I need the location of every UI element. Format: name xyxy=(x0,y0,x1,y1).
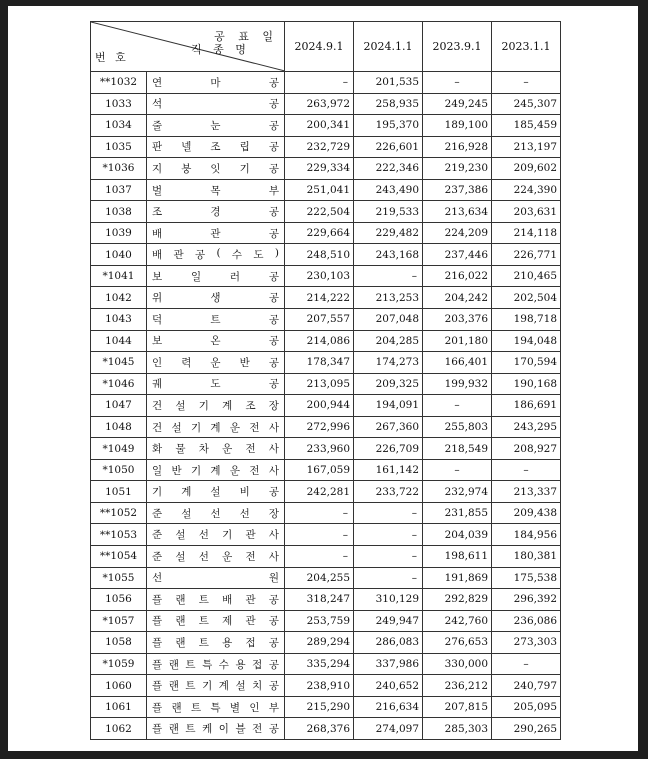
row-number: *1055 xyxy=(91,567,147,589)
table-row xyxy=(91,287,561,309)
job-name: 궤 도 공 xyxy=(147,373,285,395)
row-number: *1057 xyxy=(91,610,147,632)
wage-value: 292,829 xyxy=(423,589,492,611)
job-name: 덕 트 공 xyxy=(147,309,285,331)
table-row xyxy=(91,309,561,331)
wage-value: 207,557 xyxy=(285,309,354,331)
row-number: 1047 xyxy=(91,395,147,417)
table-row xyxy=(91,352,561,374)
row-number: 1037 xyxy=(91,179,147,201)
wage-value: 216,022 xyxy=(423,265,492,287)
wage-value: 214,086 xyxy=(285,330,354,352)
table-row xyxy=(91,481,561,503)
wage-value: 213,337 xyxy=(492,481,561,503)
row-number: 1039 xyxy=(91,222,147,244)
wage-value: 205,095 xyxy=(492,696,561,718)
table-row xyxy=(91,567,561,589)
wage-value: – xyxy=(285,524,354,546)
wage-value: 233,960 xyxy=(285,438,354,460)
wage-value: 201,535 xyxy=(354,72,423,94)
wage-value: 204,285 xyxy=(354,330,423,352)
wage-value: 189,100 xyxy=(423,115,492,137)
wage-value: 201,180 xyxy=(423,330,492,352)
wage-value: 237,386 xyxy=(423,179,492,201)
wage-value: 286,083 xyxy=(354,632,423,654)
job-name: 줄 눈 공 xyxy=(147,115,285,137)
wage-value: 268,376 xyxy=(285,718,354,740)
wage-table xyxy=(90,21,561,740)
wage-value: 209,325 xyxy=(354,373,423,395)
wage-value: 290,265 xyxy=(492,718,561,740)
row-number: 1051 xyxy=(91,481,147,503)
job-name: 조 경 공 xyxy=(147,201,285,223)
job-name: 준 설 선 선 장 xyxy=(147,502,285,524)
wage-value: 249,245 xyxy=(423,93,492,115)
wage-value: 170,594 xyxy=(492,352,561,374)
row-number: 1033 xyxy=(91,93,147,115)
row-number: **1052 xyxy=(91,502,147,524)
wage-value: 285,303 xyxy=(423,718,492,740)
wage-value: 310,129 xyxy=(354,589,423,611)
wage-value: 214,222 xyxy=(285,287,354,309)
row-number: *1041 xyxy=(91,265,147,287)
header-row xyxy=(91,22,561,72)
row-number: **1054 xyxy=(91,546,147,568)
wage-value: 240,797 xyxy=(492,675,561,697)
wage-value: 216,634 xyxy=(354,696,423,718)
table-row xyxy=(91,459,561,481)
wage-value: 216,928 xyxy=(423,136,492,158)
job-name: 플 랜 트 케 이 블 전 공 xyxy=(147,718,285,740)
table-row xyxy=(91,546,561,568)
table-row xyxy=(91,438,561,460)
row-number: 1035 xyxy=(91,136,147,158)
wage-value: 276,653 xyxy=(423,632,492,654)
wage-value: 178,347 xyxy=(285,352,354,374)
document-page xyxy=(8,6,638,751)
date-column-header: 2023.1.1 xyxy=(492,22,561,72)
wage-value: 232,974 xyxy=(423,481,492,503)
row-number: 1060 xyxy=(91,675,147,697)
wage-value: 214,118 xyxy=(492,222,561,244)
wage-value: 175,538 xyxy=(492,567,561,589)
job-name: 지 붕 잇 기 공 xyxy=(147,158,285,180)
wage-value: 236,086 xyxy=(492,610,561,632)
wage-value: 166,401 xyxy=(423,352,492,374)
job-name: 선 원 xyxy=(147,567,285,589)
wage-value: 191,869 xyxy=(423,567,492,589)
wage-value: 202,504 xyxy=(492,287,561,309)
job-name: 건 설 기 계 운 전 사 xyxy=(147,416,285,438)
wage-value: 167,059 xyxy=(285,459,354,481)
wage-value: 184,956 xyxy=(492,524,561,546)
date-column-header: 2024.9.1 xyxy=(285,22,354,72)
wage-value: 226,771 xyxy=(492,244,561,266)
wage-value: 236,212 xyxy=(423,675,492,697)
table-row xyxy=(91,222,561,244)
table-body xyxy=(91,72,561,740)
wage-value: 318,247 xyxy=(285,589,354,611)
row-number: *1049 xyxy=(91,438,147,460)
wage-value: 190,168 xyxy=(492,373,561,395)
row-number: 1056 xyxy=(91,589,147,611)
table-row xyxy=(91,718,561,740)
job-name: 플 랜 트 제 관 공 xyxy=(147,610,285,632)
wage-value: 195,370 xyxy=(354,115,423,137)
wage-value: 224,209 xyxy=(423,222,492,244)
wage-value: 242,760 xyxy=(423,610,492,632)
wage-value: 203,631 xyxy=(492,201,561,223)
wage-value: 180,381 xyxy=(492,546,561,568)
table-row xyxy=(91,244,561,266)
wage-value: 263,972 xyxy=(285,93,354,115)
wage-value: 335,294 xyxy=(285,653,354,675)
table-row xyxy=(91,524,561,546)
wage-value: 245,307 xyxy=(492,93,561,115)
wage-value: 161,142 xyxy=(354,459,423,481)
wage-value: 208,927 xyxy=(492,438,561,460)
wage-value: – xyxy=(492,72,561,94)
wage-value: 203,376 xyxy=(423,309,492,331)
job-name: 위 생 공 xyxy=(147,287,285,309)
job-name: 플 랜 트 기 계 설 치 공 xyxy=(147,675,285,697)
wage-value: 330,000 xyxy=(423,653,492,675)
wage-value: 242,281 xyxy=(285,481,354,503)
wage-value: – xyxy=(423,459,492,481)
row-number: 1061 xyxy=(91,696,147,718)
row-number: **1032 xyxy=(91,72,147,94)
row-number: 1062 xyxy=(91,718,147,740)
wage-value: – xyxy=(354,546,423,568)
table-row xyxy=(91,179,561,201)
job-name: 판 넬 조 립 공 xyxy=(147,136,285,158)
row-number: 1042 xyxy=(91,287,147,309)
wage-value: 200,341 xyxy=(285,115,354,137)
job-name: 벌 목 부 xyxy=(147,179,285,201)
row-number: 1043 xyxy=(91,309,147,331)
wage-value: 243,295 xyxy=(492,416,561,438)
wage-value: – xyxy=(492,653,561,675)
wage-value: 255,803 xyxy=(423,416,492,438)
wage-value: 232,729 xyxy=(285,136,354,158)
job-name-header-label: 직 종 명 xyxy=(191,43,250,56)
header-corner-cell xyxy=(91,22,285,72)
wage-value: – xyxy=(354,567,423,589)
row-number: *1036 xyxy=(91,158,147,180)
job-name: 준 설 선 운 전 사 xyxy=(147,546,285,568)
job-name: 보 일 러 공 xyxy=(147,265,285,287)
table-row xyxy=(91,136,561,158)
wage-value: 274,097 xyxy=(354,718,423,740)
job-name: 준 설 선 기 관 사 xyxy=(147,524,285,546)
wage-value: 258,935 xyxy=(354,93,423,115)
row-number: 1048 xyxy=(91,416,147,438)
wage-value: 233,722 xyxy=(354,481,423,503)
wage-value: 229,664 xyxy=(285,222,354,244)
date-column-header: 2023.9.1 xyxy=(423,22,492,72)
table-row xyxy=(91,653,561,675)
table-row xyxy=(91,696,561,718)
row-number: 1038 xyxy=(91,201,147,223)
wage-value: 226,709 xyxy=(354,438,423,460)
row-number: *1046 xyxy=(91,373,147,395)
row-number: 1058 xyxy=(91,632,147,654)
wage-value: – xyxy=(285,502,354,524)
row-number: 1040 xyxy=(91,244,147,266)
wage-value: 215,290 xyxy=(285,696,354,718)
row-number: *1059 xyxy=(91,653,147,675)
number-header-label: 번 호 xyxy=(95,51,129,64)
table-row xyxy=(91,265,561,287)
table-row xyxy=(91,72,561,94)
date-column-header: 2024.1.1 xyxy=(354,22,423,72)
table-row xyxy=(91,675,561,697)
wage-value: 204,242 xyxy=(423,287,492,309)
wage-value: 213,253 xyxy=(354,287,423,309)
wage-value: 238,910 xyxy=(285,675,354,697)
job-name: 일 반 기 계 운 전 사 xyxy=(147,459,285,481)
job-name: 기 계 설 비 공 xyxy=(147,481,285,503)
table-row xyxy=(91,158,561,180)
wage-value: 230,103 xyxy=(285,265,354,287)
wage-value: 231,855 xyxy=(423,502,492,524)
wage-value: 243,490 xyxy=(354,179,423,201)
row-number: 1044 xyxy=(91,330,147,352)
wage-value: – xyxy=(354,265,423,287)
table-row xyxy=(91,610,561,632)
wage-value: 229,482 xyxy=(354,222,423,244)
wage-value: 240,652 xyxy=(354,675,423,697)
wage-value: 272,996 xyxy=(285,416,354,438)
job-name: 건 설 기 계 조 장 xyxy=(147,395,285,417)
wage-value: 251,041 xyxy=(285,179,354,201)
wage-value: 209,602 xyxy=(492,158,561,180)
wage-value: 226,601 xyxy=(354,136,423,158)
wage-value: 249,947 xyxy=(354,610,423,632)
wage-value: 243,168 xyxy=(354,244,423,266)
wage-value: 209,438 xyxy=(492,502,561,524)
wage-value: 248,510 xyxy=(285,244,354,266)
wage-value: 207,048 xyxy=(354,309,423,331)
job-name: 배 관 공 ( 수 도 ) xyxy=(147,244,285,266)
wage-value: – xyxy=(423,395,492,417)
wage-value: 229,334 xyxy=(285,158,354,180)
wage-value: 213,634 xyxy=(423,201,492,223)
wage-value: 194,091 xyxy=(354,395,423,417)
table-row xyxy=(91,632,561,654)
wage-value: – xyxy=(492,459,561,481)
wage-value: – xyxy=(423,72,492,94)
table-row xyxy=(91,201,561,223)
wage-value: 222,346 xyxy=(354,158,423,180)
job-name: 플 랜 트 특 수 용 접 공 xyxy=(147,653,285,675)
wage-value: – xyxy=(285,546,354,568)
wage-value: 199,932 xyxy=(423,373,492,395)
wage-value: – xyxy=(285,72,354,94)
table-row xyxy=(91,115,561,137)
job-name: 인 력 운 반 공 xyxy=(147,352,285,374)
wage-value: 194,048 xyxy=(492,330,561,352)
wage-value: 185,459 xyxy=(492,115,561,137)
job-name: 플 랜 트 배 관 공 xyxy=(147,589,285,611)
wage-value: 224,390 xyxy=(492,179,561,201)
job-name: 연 마 공 xyxy=(147,72,285,94)
wage-value: – xyxy=(354,524,423,546)
row-number: **1053 xyxy=(91,524,147,546)
wage-value: 213,095 xyxy=(285,373,354,395)
wage-value: 174,273 xyxy=(354,352,423,374)
table-row xyxy=(91,502,561,524)
wage-value: 198,718 xyxy=(492,309,561,331)
wage-value: 296,392 xyxy=(492,589,561,611)
job-name: 석 공 xyxy=(147,93,285,115)
wage-value: 198,611 xyxy=(423,546,492,568)
wage-value: 204,039 xyxy=(423,524,492,546)
wage-value: 219,230 xyxy=(423,158,492,180)
table-row xyxy=(91,589,561,611)
table-row xyxy=(91,373,561,395)
job-name: 보 온 공 xyxy=(147,330,285,352)
wage-value: 204,255 xyxy=(285,567,354,589)
wage-value: – xyxy=(354,502,423,524)
row-number: *1045 xyxy=(91,352,147,374)
wage-value: 218,549 xyxy=(423,438,492,460)
row-number: *1050 xyxy=(91,459,147,481)
job-name: 플 랜 트 특 별 인 부 xyxy=(147,696,285,718)
row-number: 1034 xyxy=(91,115,147,137)
wage-value: 267,360 xyxy=(354,416,423,438)
table-row xyxy=(91,330,561,352)
wage-value: 186,691 xyxy=(492,395,561,417)
job-name: 플 랜 트 용 접 공 xyxy=(147,632,285,654)
wage-value: 200,944 xyxy=(285,395,354,417)
table-row xyxy=(91,395,561,417)
wage-value: 289,294 xyxy=(285,632,354,654)
wage-value: 337,986 xyxy=(354,653,423,675)
wage-value: 210,465 xyxy=(492,265,561,287)
job-name: 화 물 차 운 전 사 xyxy=(147,438,285,460)
wage-value: 237,446 xyxy=(423,244,492,266)
wage-value: 219,533 xyxy=(354,201,423,223)
wage-value: 253,759 xyxy=(285,610,354,632)
date-header-label: 공 표 일 xyxy=(214,30,278,43)
wage-value: 207,815 xyxy=(423,696,492,718)
wage-value: 213,197 xyxy=(492,136,561,158)
job-name: 배 관 공 xyxy=(147,222,285,244)
table-row xyxy=(91,93,561,115)
table-row xyxy=(91,416,561,438)
wage-value: 222,504 xyxy=(285,201,354,223)
wage-value: 273,303 xyxy=(492,632,561,654)
